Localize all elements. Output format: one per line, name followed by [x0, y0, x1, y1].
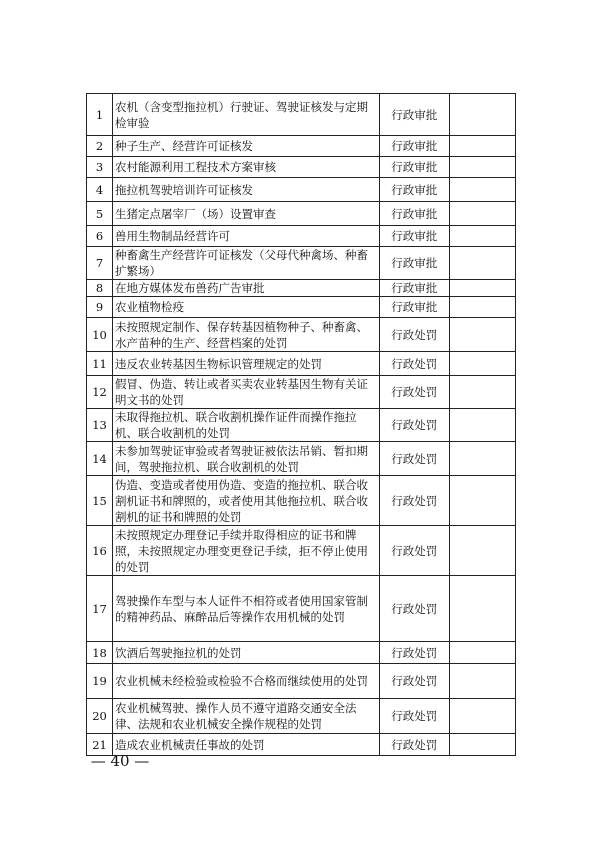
item-name-cell: 生猪定点屠宰厂（场）设置审查 — [113, 202, 380, 226]
blank-cell — [449, 476, 515, 526]
power-type-cell: 行政审批 — [379, 202, 449, 226]
power-type-cell: 行政处罚 — [379, 318, 449, 352]
table-row — [87, 576, 516, 642]
blank-cell — [449, 526, 515, 576]
item-name-cell: 假冒、伪造、转让或者买卖农业转基因生物有关证明文书的处罚 — [113, 376, 380, 409]
row-number-cell: 19 — [87, 664, 113, 699]
row-number-cell: 13 — [87, 409, 113, 442]
power-type-cell: 行政审批 — [379, 157, 449, 178]
blank-cell — [449, 297, 515, 318]
power-type-cell: 行政处罚 — [379, 352, 449, 376]
table-row — [87, 157, 516, 178]
row-number-cell: 14 — [87, 442, 113, 476]
table-row — [87, 476, 516, 526]
blank-cell — [449, 376, 515, 409]
row-number-cell: 4 — [87, 178, 113, 202]
blank-cell — [449, 442, 515, 476]
table-row — [87, 226, 516, 247]
power-type-cell: 行政审批 — [379, 226, 449, 247]
blank-cell — [449, 247, 515, 280]
table-row — [87, 352, 516, 376]
page-number: — 40 — — [90, 752, 150, 770]
row-number-cell: 15 — [87, 476, 113, 526]
power-type-cell: 行政审批 — [379, 297, 449, 318]
blank-cell — [449, 576, 515, 642]
power-type-cell: 行政处罚 — [379, 734, 449, 756]
row-number-cell: 11 — [87, 352, 113, 376]
power-type-cell: 行政处罚 — [379, 526, 449, 576]
row-number-cell: 6 — [87, 226, 113, 247]
table-row — [87, 202, 516, 226]
power-type-cell: 行政处罚 — [379, 409, 449, 442]
row-number-cell: 10 — [87, 318, 113, 352]
item-name-cell: 未按照规定办理登记手续并取得相应的证书和牌照，未按照规定办理变更登记手续，拒不停止使用的处罚 — [113, 526, 380, 576]
blank-cell — [449, 642, 515, 664]
item-name-cell: 伪造、变造或者使用伪造、变造的拖拉机、联合收割机证书和牌照的，或者使用其他拖拉机、联合收割机的证书和牌照的处罚 — [113, 476, 380, 526]
power-type-cell: 行政审批 — [379, 247, 449, 280]
blank-cell — [449, 94, 515, 136]
blank-cell — [449, 409, 515, 442]
item-name-cell: 兽用生物制品经营许可 — [113, 226, 380, 247]
power-type-cell: 行政处罚 — [379, 642, 449, 664]
table-row — [87, 699, 516, 734]
row-number-cell: 1 — [87, 94, 113, 136]
table-row — [87, 442, 516, 476]
row-number-cell: 21 — [87, 734, 113, 756]
item-name-cell: 农业植物检疫 — [113, 297, 380, 318]
table-row — [87, 409, 516, 442]
table-row — [87, 247, 516, 280]
item-name-cell: 种子生产、经营许可证核发 — [113, 136, 380, 157]
table-row — [87, 94, 516, 136]
power-type-cell: 行政处罚 — [379, 699, 449, 734]
power-type-cell: 行政审批 — [379, 136, 449, 157]
row-number-cell: 3 — [87, 157, 113, 178]
row-number-cell: 8 — [87, 280, 113, 297]
power-type-cell: 行政审批 — [379, 178, 449, 202]
blank-cell — [449, 318, 515, 352]
power-type-cell: 行政处罚 — [379, 442, 449, 476]
blank-cell — [449, 157, 515, 178]
item-name-cell: 在地方媒体发布兽药广告审批 — [113, 280, 380, 297]
table-row — [87, 136, 516, 157]
blank-cell — [449, 664, 515, 699]
row-number-cell: 12 — [87, 376, 113, 409]
row-number-cell: 20 — [87, 699, 113, 734]
table-row — [87, 642, 516, 664]
blank-cell — [449, 178, 515, 202]
item-name-cell: 驾驶操作车型与本人证件不相符或者使用国家管制的精神药品、麻醉品后等操作农用机械的处罚 — [113, 576, 380, 642]
row-number-cell: 18 — [87, 642, 113, 664]
table-row — [87, 178, 516, 202]
item-name-cell: 农机（含变型拖拉机）行驶证、驾驶证核发与定期检审验 — [113, 94, 380, 136]
item-name-cell: 农业机械未经检验或检验不合格而继续使用的处罚 — [113, 664, 380, 699]
item-name-cell: 造成农业机械责任事故的处罚 — [113, 734, 380, 756]
item-name-cell: 未取得拖拉机、联合收割机操作证件而操作拖拉机、联合收割机的处罚 — [113, 409, 380, 442]
table-row — [87, 297, 516, 318]
row-number-cell: 7 — [87, 247, 113, 280]
power-type-cell: 行政处罚 — [379, 376, 449, 409]
table-row — [87, 318, 516, 352]
power-type-cell: 行政处罚 — [379, 576, 449, 642]
table-body — [87, 94, 516, 756]
item-name-cell: 农业机械驾驶、操作人员不遵守道路交通安全法律、法规和农业机械安全操作规程的处罚 — [113, 699, 380, 734]
blank-cell — [449, 734, 515, 756]
blank-cell — [449, 136, 515, 157]
power-type-cell: 行政处罚 — [379, 476, 449, 526]
table-row — [87, 526, 516, 576]
item-name-cell: 拖拉机驾驶培训许可证核发 — [113, 178, 380, 202]
row-number-cell: 2 — [87, 136, 113, 157]
item-name-cell: 未按照规定制作、保存转基因植物种子、种畜禽、水产苗种的生产、经营档案的处罚 — [113, 318, 380, 352]
power-type-cell: 行政审批 — [379, 280, 449, 297]
blank-cell — [449, 226, 515, 247]
item-name-cell: 种畜禽生产经营许可证核发（父母代种禽场、种畜扩繁场） — [113, 247, 380, 280]
row-number-cell: 17 — [87, 576, 113, 642]
row-number-cell: 5 — [87, 202, 113, 226]
blank-cell — [449, 280, 515, 297]
powers-table — [86, 93, 516, 756]
item-name-cell: 违反农业转基因生物标识管理规定的处罚 — [113, 352, 380, 376]
row-number-cell: 9 — [87, 297, 113, 318]
item-name-cell: 未参加驾驶证审验或者驾驶证被依法吊销、暂扣期间，驾驶拖拉机、联合收割机的处罚 — [113, 442, 380, 476]
power-type-cell: 行政审批 — [379, 94, 449, 136]
table-row — [87, 280, 516, 297]
item-name-cell: 农村能源利用工程技术方案审核 — [113, 157, 380, 178]
table-row — [87, 664, 516, 699]
power-type-cell: 行政处罚 — [379, 664, 449, 699]
blank-cell — [449, 352, 515, 376]
item-name-cell: 饮酒后驾驶拖拉机的处罚 — [113, 642, 380, 664]
blank-cell — [449, 699, 515, 734]
blank-cell — [449, 202, 515, 226]
table-row — [87, 376, 516, 409]
row-number-cell: 16 — [87, 526, 113, 576]
